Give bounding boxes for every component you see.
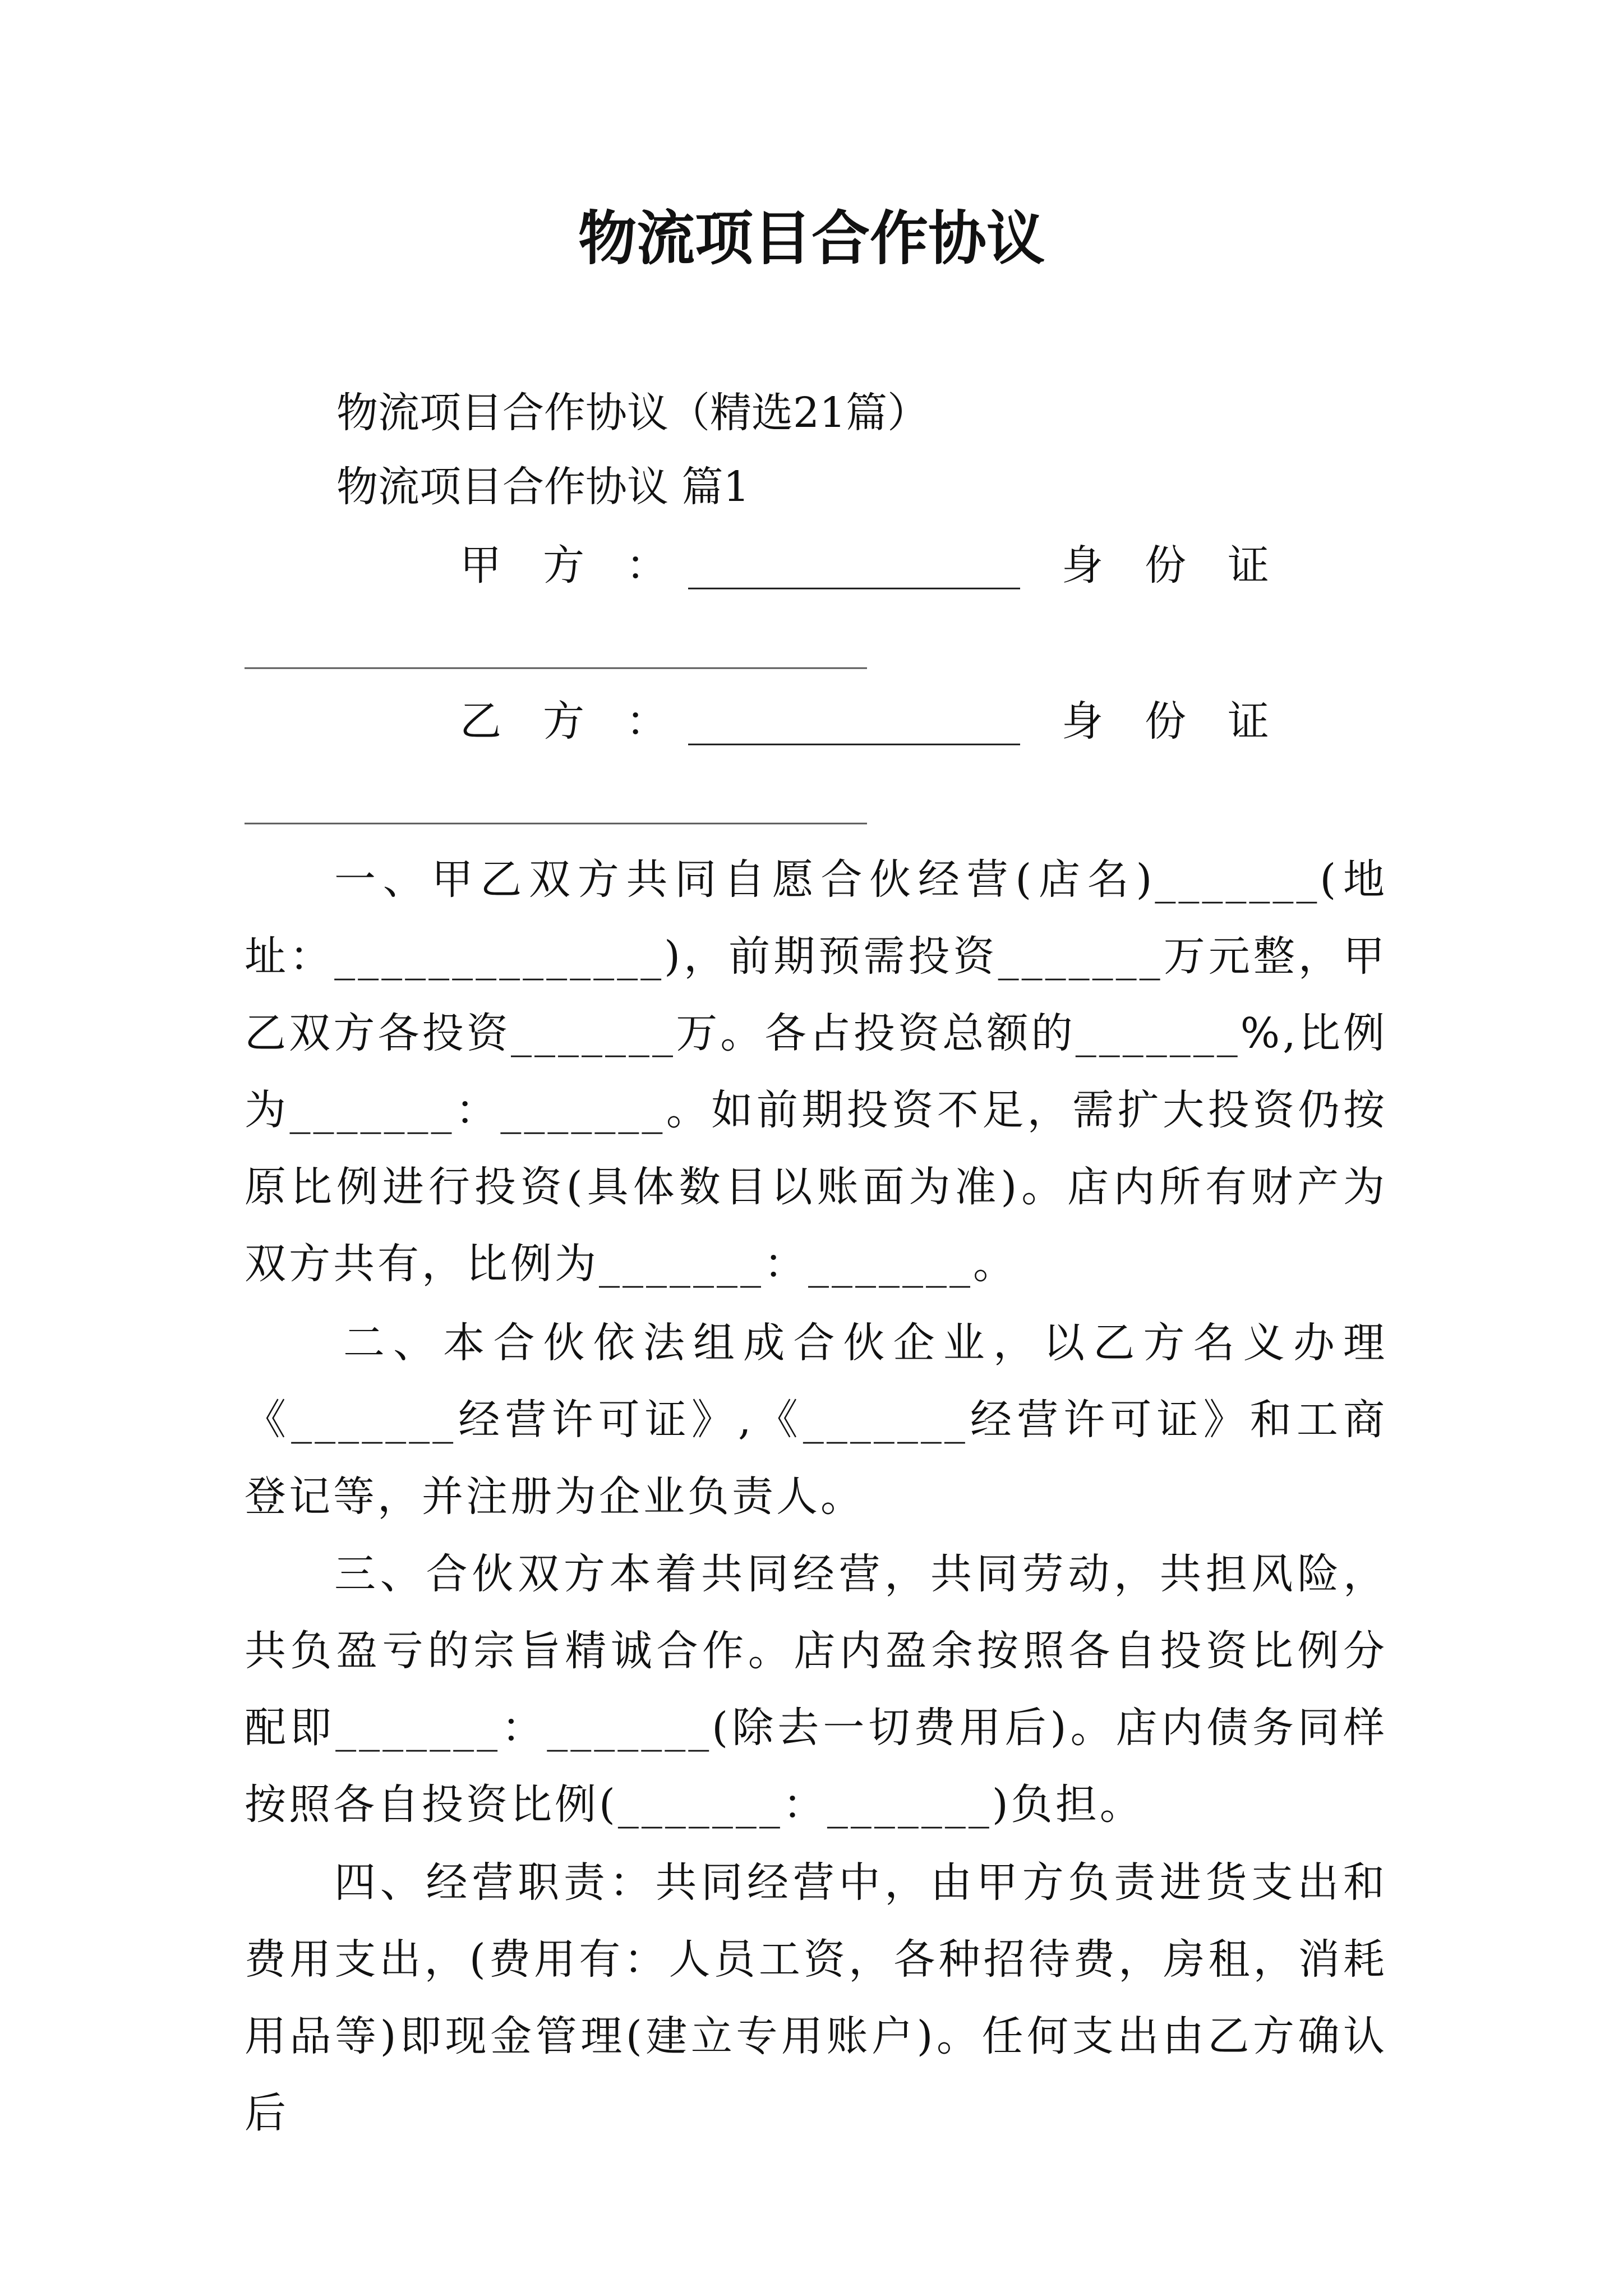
party-b-line: 乙 方 ： ________________ 身 份 证 bbox=[460, 697, 1269, 746]
section-heading: 物流项目合作协议 篇1 bbox=[336, 463, 750, 511]
clause-4: 四、经营职责：共同经营中，由甲方负责进货支出和费用支出，(费用有：人员工资，各种招待费，房租，消耗用品等)即现金管理(建立专用账户)。任何支出由乙方确认后 bbox=[245, 1858, 1387, 2137]
party-a-line: 甲 方 ： ________________ 身 份 证 bbox=[460, 541, 1269, 590]
clause-3: 三、合伙双方本着共同经营，共同劳动，共担风险，共负盈亏的宗旨精诚合作。店内盈余按照各自投资比例分配即_______：_______(除去一切费用后)。店内债务同样按照各自投资比例(_______：_______)负担。 bbox=[245, 1550, 1387, 1829]
party-b-id-blank: ______________________________ bbox=[245, 776, 867, 825]
document-title: 物流项目合作协议 bbox=[578, 204, 1045, 273]
party-a-id-blank: ______________________________ bbox=[245, 621, 867, 669]
clause-2: 二、本合伙依法组成合伙企业，以乙方名义办理《_______经营许可证》,《_______经营许可证》和工商登记等，并注册为企业负责人。 bbox=[245, 1319, 1387, 1521]
document-subtitle: 物流项目合作协议（精选21篇） bbox=[336, 389, 929, 437]
clause-1: 一、甲乙双方共同自愿合伙经营(店名)_______(地址：______________)，前期预需投资_______万元整，甲乙双方各投资_______万。各占投资总额的_______%,比例为_______：_______。如前期投资不足，需扩大投资仍按原比例进行投资(具体数目以账面为准)。店内所有财产为双方共有，比例为_______：_______。 bbox=[245, 855, 1387, 1288]
